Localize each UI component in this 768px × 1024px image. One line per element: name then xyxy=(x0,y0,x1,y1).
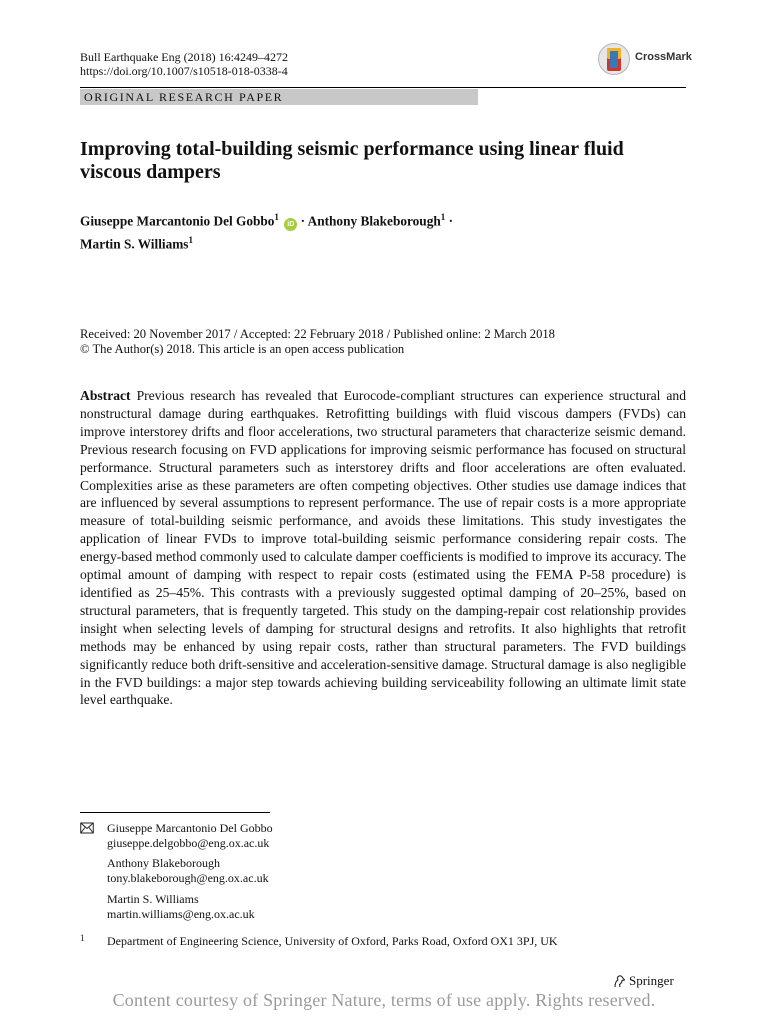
contact-name: Anthony Blakeborough xyxy=(107,856,220,870)
affiliation-text: Department of Engineering Science, University of Oxford, Parks Road, Oxford OX1 3PJ, UK xyxy=(107,934,558,948)
contact-block xyxy=(107,892,255,921)
contact-name: Giuseppe Marcantonio Del Gobbo xyxy=(107,821,273,835)
author-affiliation-mark: 1 xyxy=(440,212,446,222)
contact-email[interactable]: giuseppe.delgobbo@eng.ox.ac.uk xyxy=(107,835,270,850)
publication-dates xyxy=(80,327,690,357)
section-label: ORIGINAL RESEARCH PAPER xyxy=(80,89,478,105)
orcid-icon[interactable]: iD xyxy=(284,218,297,231)
springer-horse-icon xyxy=(612,974,626,988)
author-name[interactable]: Giuseppe Marcantonio Del Gobbo xyxy=(80,213,275,229)
publisher-mark xyxy=(612,973,674,989)
header-rule xyxy=(80,87,686,88)
footnote-rule xyxy=(80,812,270,813)
contact-block xyxy=(107,856,269,885)
abstract-text: Previous research has revealed that Eurocode-compliant structures can experience structural and nonstructural damage during earthquakes. Retrofitting buildings with fluid viscous dampers (FVDs) can improve interstorey drifts and floor accelerations, two structural parameters that characterize seismic demand. Previous research focusing on FVD applications for improving seismic performance has focused on structural performance. Structural parameters such as interstorey drifts and floor accelerations are often evaluated. Complexities arise as these parameters are often competing objectives. Other studies use damage indices that are influenced by several assumptions to represent performance. The use of repair costs is a more appropriate measure of total-building seismic performance, and avoids these limitations. This study investigates the application of linear FVDs to improve total-building seismic performance considering repair costs. The energy-based method commonly used to calculate damper coefficients is modified to improve its accuracy. The optimal amount of damping with respect to repair costs (estimated using the FEMA P-58 procedure) is identified as 25–45%. This contrasts with a previously suggested optimal damping of 20–25%, based on structural parameters, that is frequently targeted. This study on the damping-repair cost relationship provides insight when selecting levels of damping for structural designs and retrofits. It also highlights that retrofit methods may be enhanced by using repair costs, rather than structural parameters. The FVD buildings significantly reduce both drift-sensitive and acceleration-sensitive damage. Structural damage is also negligible in the FVD buildings: a major step towards achieving building serviceability following an ultimate limit state level earthquake. xyxy=(80,388,687,708)
author-separator: · xyxy=(297,213,308,229)
article-title: Improving total-building seismic performance using linear fluid viscous dampers xyxy=(80,138,624,183)
courtesy-notice: Content courtesy of Springer Nature, terms of use apply. Rights reserved. xyxy=(112,990,656,1010)
contact-email[interactable]: martin.williams@eng.ox.ac.uk xyxy=(107,906,255,921)
author-separator: · xyxy=(445,213,454,229)
author-list xyxy=(80,208,680,254)
author-affiliation-mark: 1 xyxy=(274,212,279,222)
abstract-heading: Abstract xyxy=(80,388,131,403)
author-name[interactable]: Martin S. Williams xyxy=(80,236,189,252)
contact-email[interactable]: tony.blakeborough@eng.ox.ac.uk xyxy=(107,870,269,885)
contact-name: Martin S. Williams xyxy=(107,892,199,906)
crossmark-label: CrossMark xyxy=(635,51,692,63)
abstract xyxy=(80,387,686,709)
journal-citation: Bull Earthquake Eng (2018) 16:4249–4272 xyxy=(80,50,288,64)
publisher-name: Springer xyxy=(629,973,674,988)
crossmark-badge[interactable] xyxy=(597,42,707,76)
crossmark-icon xyxy=(597,42,631,76)
contact-block xyxy=(107,821,273,850)
author-affiliation-mark: 1 xyxy=(188,235,193,246)
affiliation-number: 1 xyxy=(80,933,85,943)
copyright-line: © The Author(s) 2018. This article is an open access publication xyxy=(80,342,405,356)
history-dates: Received: 20 November 2017 / Accepted: 22 February 2018 / Published online: 2 March 2018 xyxy=(80,327,555,341)
author-name[interactable]: Anthony Blakeborough xyxy=(307,213,441,229)
envelope-icon xyxy=(80,822,94,834)
doi-link[interactable]: https://doi.org/10.1007/s10518-018-0338-4 xyxy=(80,64,288,78)
